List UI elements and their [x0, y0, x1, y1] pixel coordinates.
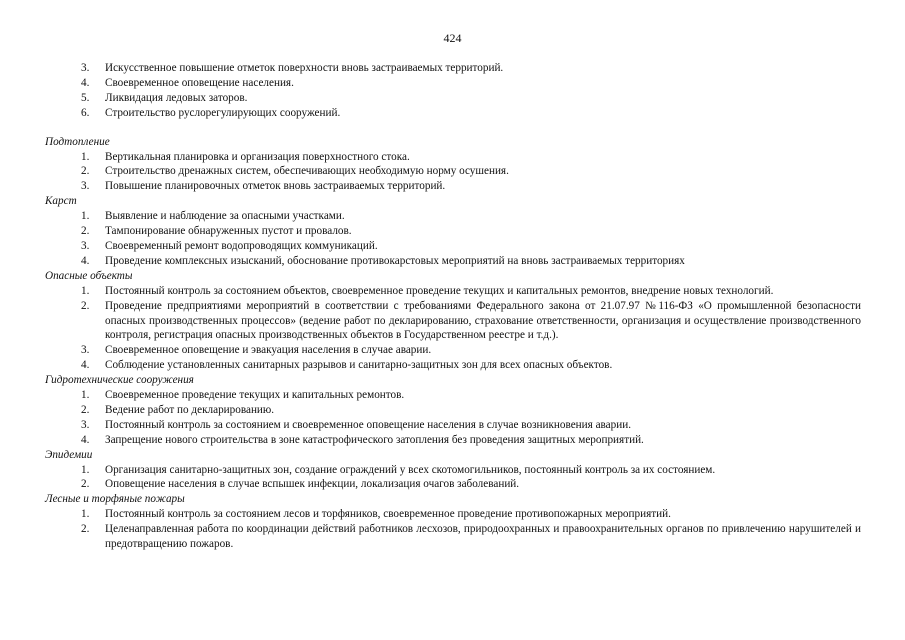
item-text: Повышение планировочных отметок вновь застраиваемых территорий. — [105, 180, 446, 193]
section-title: Эпидемии — [45, 448, 93, 461]
section-title: Гидротехнические сооружения — [45, 374, 194, 387]
item-text: Проведение комплексных изысканий, обоснование противокарстовых мероприятий на вновь застраиваемых территориях — [105, 254, 685, 267]
item-text: Ликвидация ледовых заторов. — [105, 91, 248, 104]
list-item — [45, 433, 861, 448]
list-item — [45, 164, 861, 179]
page-number: 424 — [443, 31, 462, 45]
intro-list — [45, 61, 861, 121]
item-text: Целенаправленная работа по координации действий работников лесхозов, природоохранных и правоохранительных органов по привлечению нарушителей и предотвращению пожаров. — [105, 523, 861, 551]
list-item — [45, 239, 861, 254]
item-number: 3. — [81, 344, 90, 357]
list-item — [45, 76, 861, 91]
item-text: Соблюдение установленных санитарных разрывов и санитарно-защитных зон для всех опасных объектов. — [105, 359, 613, 372]
item-text: Проведение предприятиями мероприятий в соответствии с требованиями Федерального закона от 21.07.97 №116-ФЗ «О промышленной безопасности опасных производственных процессов» (ведение работ по декларированию, страхование ответственности, организация и осуществление производственного контроля, регистрация опасных производственных объектов в Государственном реестре и т.д.). — [105, 299, 861, 342]
item-text: Своевременное оповещение и эвакуация населения в случае аварии. — [105, 344, 432, 357]
list-item — [45, 284, 861, 299]
item-text: Запрещение нового строительства в зоне катастрофического затопления без проведения защитных мероприятий. — [105, 433, 644, 446]
section-title: Карст — [45, 195, 77, 208]
item-number: 2. — [81, 225, 90, 238]
section-list — [45, 209, 861, 269]
section-list — [45, 463, 861, 493]
list-item — [45, 209, 861, 224]
item-text: Ведение работ по декларированию. — [105, 403, 275, 416]
item-text: Вертикальная планировка и организация поверхностного стока. — [105, 150, 410, 163]
section-flooding — [45, 135, 861, 195]
item-text: Строительство руслорегулирующих сооружений. — [105, 106, 341, 119]
list-item — [45, 91, 861, 106]
section-list — [45, 388, 861, 448]
section-hazardous-objects — [45, 269, 861, 373]
item-number: 6. — [81, 106, 90, 119]
document-body — [45, 61, 861, 552]
item-number: 4. — [81, 76, 90, 89]
item-number: 5. — [81, 91, 90, 104]
item-number: 2. — [81, 403, 90, 416]
item-number: 1. — [81, 210, 90, 223]
item-text: Организация санитарно-защитных зон, создание ограждений у всех скотомогильников, постоянный контроль за их состоянием. — [105, 463, 716, 476]
item-number: 2. — [81, 165, 90, 178]
section-forest-fires — [45, 492, 861, 552]
list-item — [45, 507, 861, 522]
item-text: Строительство дренажных систем, обеспечивающих необходимую норму осушения. — [105, 165, 509, 178]
item-text: Постоянный контроль за состоянием объектов, своевременное проведение текущих и капитальных ремонтов, внедрение новых технологий. — [105, 284, 774, 297]
list-item — [45, 61, 861, 76]
section-list — [45, 150, 861, 195]
item-number: 2. — [81, 299, 90, 312]
item-number: 3. — [81, 418, 90, 431]
list-item — [45, 224, 861, 239]
item-text: Своевременный ремонт водопроводящих коммуникаций. — [105, 239, 378, 252]
item-number: 4. — [81, 433, 90, 446]
list-item — [45, 254, 861, 269]
list-item — [45, 477, 861, 492]
list-item — [45, 522, 861, 552]
list-item — [45, 150, 861, 165]
section-hydraulic-structures — [45, 373, 861, 448]
item-number: 4. — [81, 254, 90, 267]
section-list — [45, 507, 861, 552]
list-item — [45, 343, 861, 358]
item-number: 1. — [81, 150, 90, 163]
item-text: Искусственное повышение отметок поверхности вновь застраиваемых территорий. — [105, 62, 504, 74]
list-item — [45, 358, 861, 373]
list-item — [45, 388, 861, 403]
item-number: 2. — [81, 478, 90, 491]
section-epidemics — [45, 448, 861, 493]
item-text: Своевременное проведение текущих и капитальных ремонтов. — [105, 389, 405, 402]
list-item — [45, 299, 861, 344]
list-item — [45, 463, 861, 478]
item-number: 3. — [81, 62, 90, 74]
item-text: Своевременное оповещение населения. — [105, 76, 294, 89]
item-text: Постоянный контроль за состоянием лесов и торфяников, своевременное проведение противопожарных мероприятий. — [105, 508, 671, 521]
item-number: 4. — [81, 359, 90, 372]
item-number: 2. — [81, 523, 90, 536]
section-title: Лесные и торфяные пожары — [45, 493, 185, 506]
item-number: 1. — [81, 284, 90, 297]
section-karst — [45, 194, 861, 269]
item-text: Постоянный контроль за состоянием и своевременное оповещение населения в случае возникновения аварии. — [105, 418, 632, 431]
item-number: 1. — [81, 508, 90, 521]
item-number: 3. — [81, 180, 90, 193]
section-title: Подтопление — [45, 135, 110, 148]
section-title: Опасные объекты — [45, 269, 133, 282]
item-text: Выявление и наблюдение за опасными участками. — [105, 210, 345, 223]
item-number: 1. — [81, 463, 90, 476]
section-list — [45, 284, 861, 373]
list-item — [45, 179, 861, 194]
item-number: 3. — [81, 239, 90, 252]
item-number: 1. — [81, 389, 90, 402]
spacer — [45, 121, 861, 135]
list-item — [45, 418, 861, 433]
list-item — [45, 106, 861, 121]
item-text: Оповещение населения в случае вспышек инфекции, локализация очагов заболеваний. — [105, 478, 520, 491]
item-text: Тампонирование обнаруженных пустот и провалов. — [105, 225, 352, 238]
list-item — [45, 403, 861, 418]
